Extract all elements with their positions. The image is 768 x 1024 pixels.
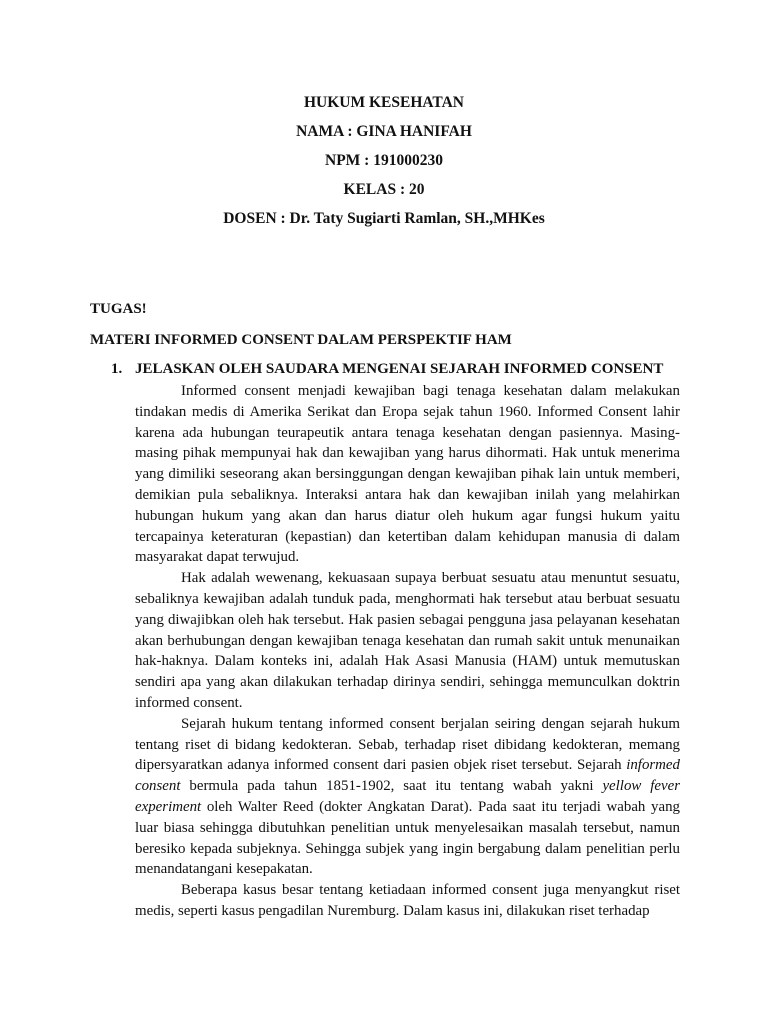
answer-body [135, 381, 680, 922]
question-text: JELASKAN OLEH SAUDARA MENGENAI SEJARAH INFORMED CONSENT [135, 361, 664, 377]
question-heading [111, 361, 663, 378]
student-name: NAMA : GINA HANIFAH [296, 123, 472, 140]
assignment-label: TUGAS! [90, 301, 147, 317]
paragraph-3-italic-term-1: informed consent [135, 757, 680, 795]
paragraph-3 [135, 714, 680, 880]
paragraph-3-part-a: Sejarah hukum tentang informed consent berjalan seiring dengan sejarah hukum tentang riset di bidang kedokteran. Sebab, terhadap riset dibidang kedokteran, memang dipersyaratkan adanya informed consent dari pasien objek riset tersebut. Sejarah [135, 715, 680, 774]
paragraph-4: Beberapa kasus besar tentang ketiadaan informed consent juga menyangkut riset medis, seperti kasus pengadilan Nuremburg. Dalam kasus ini, dilakukan riset terhadap [135, 882, 680, 919]
material-title: MATERI INFORMED CONSENT DALAM PERSPEKTIF HAM [90, 332, 512, 348]
paragraph-1: Informed consent menjadi kewajiban bagi tenaga kesehatan dalam melakukan tindakan medis di Amerika Serikat dan Eropa sejak tahun 1960. Informed Consent lahir karena ada hubungan teurapeutik antara tenaga kesehatan dengan pasiennya. Masing-masing pihak mempunyai hak dan kewajiban yang harus dihormati. Hak untuk menerima yang dimiliki seseorang akan bersinggungan dengan kewajiban pihak lain untuk memberi, demikian pula sebaliknya. Interaksi antara hak dan kewajiban inilah yang melahirkan hubungan hukum yang akan dan harus diatur oleh hukum agar fungsi hukum yaitu tercapainya keteraturan (kepastian) dan ketertiban dalam kehidupan manusia di dalam masyarakat dapat terwujud. [135, 383, 680, 566]
paragraph-2: Hak adalah wewenang, kekuasaan supaya berbuat sesuatu atau menuntut sesuatu, sebaliknya kewajiban adalah tunduk pada, menghormati hak tersebut atau berbuat sesuatu yang diwajibkan oleh hak tersebut. Hak pasien sebagai pengguna jasa pelayanan kesehatan akan berhubungan dengan kewajiban tenaga kesehatan dan rumah sakit untuk menunaikan hak-haknya. Dalam konteks ini, adalah Hak Asasi Manusia (HAM) untuk memutuskan sendiri apa yang akan dilakukan terhadap dirinya sendiri, sehingga memunculkan doktrin informed consent. [135, 570, 680, 711]
paragraph-3-part-c: oleh Walter Reed (dokter Angkatan Darat). Pada saat itu terjadi wabah yang luar biasa sehingga dibutuhkan penelitian untuk menyelesaikan masalah tersebut, namun beresiko kepada subjeknya. Sehingga subjek yang ingin bergabung dalam penelitian perlu menandatangani kesepakatan. [135, 798, 680, 878]
paragraph-3-part-b: bermula pada tahun 1851-1902, saat itu tentang wabah yakni [180, 778, 603, 795]
paragraph-3-italic-term-2: yellow fever experiment [135, 778, 680, 815]
student-npm: NPM : 191000230 [325, 152, 443, 169]
question-number: 1. [111, 361, 123, 377]
lecturer-name: DOSEN : Dr. Taty Sugiarti Ramlan, SH.,MHKes [223, 210, 545, 227]
document-header [0, 92, 768, 237]
course-title: HUKUM KESEHATAN [303, 94, 465, 111]
student-class: KELAS : 20 [343, 181, 425, 198]
